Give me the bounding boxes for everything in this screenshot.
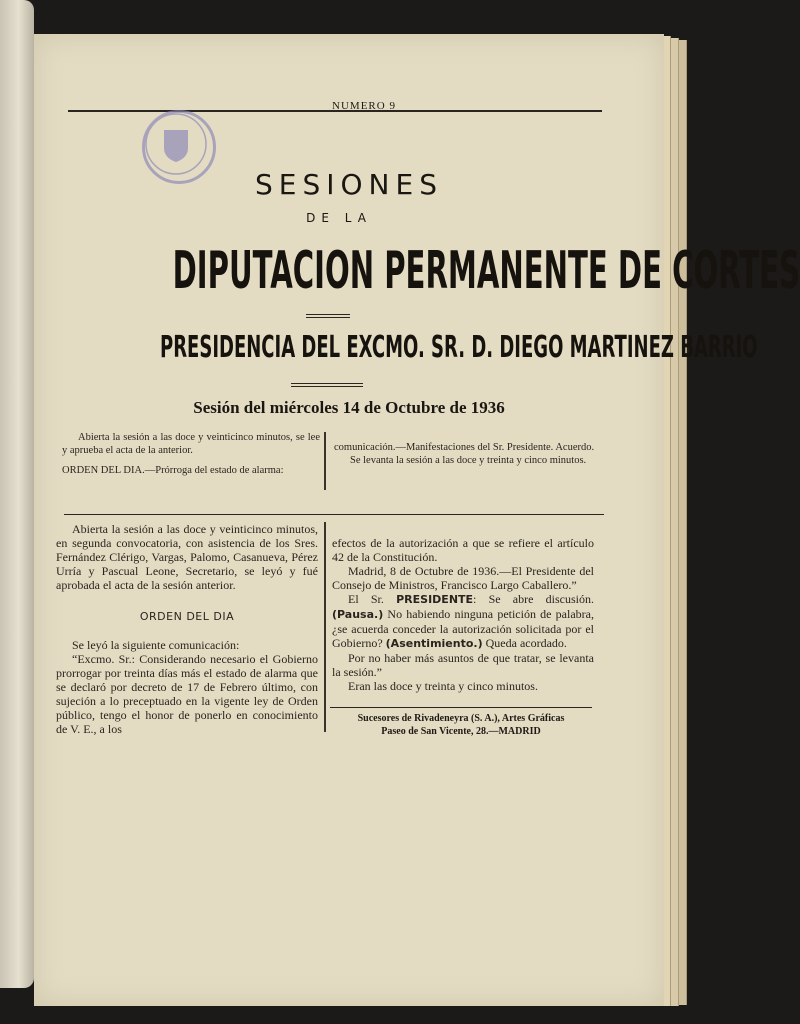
stage-note: (Asentimiento.) — [385, 637, 483, 650]
document-page — [34, 34, 800, 1006]
speech-text: Queda acordado. — [482, 636, 567, 650]
summary-right — [334, 442, 600, 467]
stage-note: (Pausa.) — [332, 608, 384, 621]
summary-paragraph: Abierta la sesión a las doce y veinticinco minutos, se lee y aprueba el acta de la anterior. — [62, 432, 320, 456]
title-presidencia: PRESIDENCIA DEL EXCMO. SR. D. DIEGO MARTINEZ BARRIO — [160, 330, 758, 365]
presidencia-divider — [291, 386, 363, 387]
title-diputacion: DIPUTACION PERMANENTE DE CORTES — [172, 241, 800, 301]
column-separator — [324, 432, 326, 490]
speech-text: No habiendo ninguna petición de palabra, ¿se acuerda conceder la autorización solicitada por el Gobierno? — [332, 607, 594, 650]
title-de-la: DE LA — [306, 211, 372, 225]
body-paragraph: efectos de la autorización a que se refiere el artículo 42 de la Constitución. — [332, 536, 594, 564]
imprint-line: Paseo de San Vicente, 28.—MADRID — [381, 726, 541, 737]
body-right-column — [332, 536, 594, 693]
title-divider — [306, 314, 350, 315]
summary-paragraph: ORDEN DEL DIA.—Prórroga del estado de alarma: — [62, 465, 284, 476]
imprint-line: Sucesores de Rivadeneyra (S. A.), Artes Gráficas — [357, 713, 565, 724]
summary-left — [62, 432, 320, 478]
body-paragraph: Eran las doce y treinta y cinco minutos. — [348, 679, 538, 693]
summary-paragraph: Se levanta la sesión a las doce y treinta y cinco minutos. — [350, 454, 587, 466]
body-paragraph: Madrid, 8 de Octubre de 1936.—El Presidente del Consejo de Ministros, Francisco Largo Caballero.” — [332, 564, 594, 592]
presidencia-divider — [291, 383, 363, 384]
speech-lead: El Sr. — [348, 592, 397, 606]
body-paragraph: Se leyó la siguiente comunicación: — [72, 638, 240, 652]
section-heading: ORDEN DEL DIA — [139, 610, 235, 623]
body-paragraph: Por no haber más asuntos de que tratar, se levanta la sesión.” — [332, 651, 594, 679]
body-paragraph — [332, 592, 594, 651]
body-paragraph: Abierta la sesión a las doce y veinticinco minutos, en segunda convocatoria, con asistencia de los Sres. Fernández Clérigo, Vargas, Palomo, Casanueva, Pérez Urría y Pascual Leone, Secretario, se leyó y fué aprobada el acta de la sesión anterior. — [56, 522, 318, 592]
body-paragraph: “Excmo. Sr.: Considerando necesario el Gobierno prorrogar por treinta días más el estado de alarma que se declaró por decreto de 17 de Febrero último, con sujeción a lo preceptuado en la vigente ley de Orden público, tengo el honor de ponerlo en conocimiento de V. E., a los — [56, 652, 318, 736]
issue-number: NUMERO 9 — [332, 100, 396, 112]
imprint-rule — [330, 707, 592, 708]
printer-imprint — [326, 712, 596, 738]
speaker-name: PRESIDENTE — [396, 593, 474, 606]
speech-text: : Se abre discusión. — [473, 592, 595, 606]
title-divider — [306, 317, 350, 318]
left-page-edge — [0, 0, 34, 988]
section-rule — [64, 514, 604, 515]
column-separator — [324, 522, 326, 732]
summary-paragraph: comunicación.—Manifestaciones del Sr. Presidente. Acuerdo. — [334, 442, 595, 453]
body-left-column — [56, 522, 318, 736]
title-sesiones: SESIONES — [255, 168, 443, 201]
session-title: Sesión del miércoles 14 de Octubre de 1936 — [193, 398, 505, 417]
